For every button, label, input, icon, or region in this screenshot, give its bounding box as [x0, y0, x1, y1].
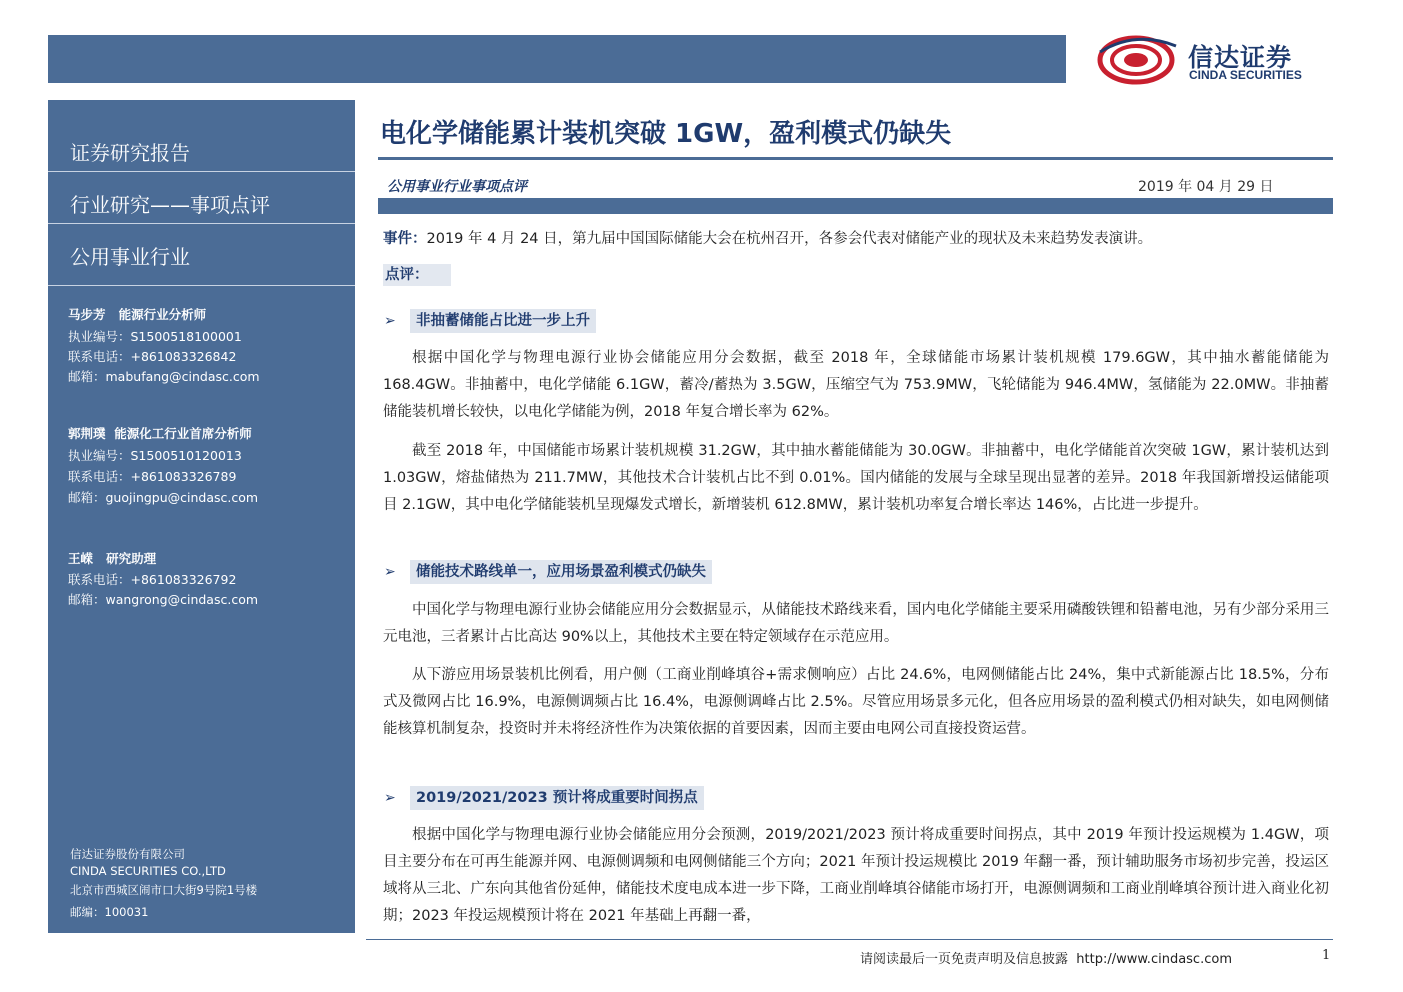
analyst-2-name: 郭荆璞 能源化工行业首席分析师 [68, 426, 252, 441]
footer-divider [366, 939, 1333, 940]
arrow-bullet-icon: ➢ [384, 790, 396, 806]
brand-name-cn: 信达证券 [1188, 43, 1293, 72]
analyst-2-license: 执业编号：S1500510120013 [68, 448, 242, 463]
disclaimer-text: 请阅读最后一页免责声明及信息披露 [860, 952, 1069, 967]
website-link[interactable]: http://www.cindasc.com [1076, 952, 1232, 967]
report-category: 行业研究——事项点评 [70, 193, 270, 217]
footer-disclaimer [860, 948, 1232, 967]
report-subtitle: 公用事业行业事项点评 [387, 179, 527, 195]
comment-label: 点评： [383, 264, 451, 286]
company-name-en: CINDA SECURITIES CO.,LTD [70, 864, 226, 878]
cinda-logo [1096, 32, 1336, 88]
analyst-3-phone: 联系电话：+861083326792 [68, 572, 237, 587]
analyst-1-name: 马步芳 能源行业分析师 [68, 307, 207, 322]
industry-label: 公用事业行业 [70, 245, 190, 269]
analyst-1-license: 执业编号：S1500518100001 [68, 329, 242, 344]
header-bar [48, 35, 1066, 83]
company-name-cn: 信达证券股份有限公司 [70, 847, 185, 861]
report-date: 2019 年 04 月 29 日 [1138, 179, 1274, 195]
company-postcode: 邮编：100031 [70, 905, 149, 919]
event-label: 事件： [383, 231, 427, 247]
arrow-bullet-icon: ➢ [384, 313, 396, 329]
arrow-bullet-icon: ➢ [384, 564, 396, 580]
paragraph: 根据中国化学与物理电源行业协会储能应用分会数据，截至 2018 年，全球储能市场累计装机规模 179.6GW，其中抽水蓄能储能为 168.4GW。非抽蓄中，电化学储能 6.1GW，蓄冷/蓄热为 3.5GW，压缩空气为 753.9MW，飞轮储能为 946.4MW，氢储能为 22.0MW。非抽蓄储能装机增长较快，以电化学储能为例，2018 年复合增长率为 62%。 [383, 350, 1329, 420]
paragraph: 根据中国化学与物理电源行业协会储能应用分会预测，2019/2021/2023 预计将成重要时间拐点，其中 2019 年预计投运规模为 1.4GW，项目主要分布在可再生能源并网、电源侧调频和电网侧储能三个方向；2021 年预计投运规模比 2019 年翻一番，预计辅助服务市场初步完善，投运区域将从三北、广东向其他省份延伸，储能技术度电成本进一步下降，工商业削峰填谷储能市场打开，电源侧调频和工商业削峰填谷预计进入商业化初期；2023 年投运规模预计将在 2021 年基础上再翻一番， [383, 827, 1329, 924]
sidebar-divider [48, 171, 355, 172]
analyst-1-phone: 联系电话：+861083326842 [68, 349, 237, 364]
company-address: 北京市西城区闹市口大街9号院1号楼 [70, 883, 258, 897]
analyst-2-phone: 联系电话：+861083326789 [68, 469, 237, 484]
analyst-1-email[interactable]: 邮箱：mabufang@cindasc.com [68, 369, 260, 384]
section-heading-label: 2019/2021/2023 预计将成重要时间拐点 [410, 786, 704, 810]
header-rule-bar [378, 198, 1333, 214]
paragraph: 截至 2018 年，中国储能市场累计装机规模 31.2GW，其中抽水蓄能储能为 30.0GW。非抽蓄中，电化学储能首次突破 1GW，累计装机达到 1.03GW，熔盐储热为 211.7MW，其他技术合计装机占比不到 0.01%。国内储能的发展与全球呈现出显著的差异。2018 年我国新增投运储能项目 2.1GW，其中电化学储能装机呈现爆发式增长，新增装机 612.8MW，累计装机功率复合增长率达 146%，占比进一步提升。 [383, 443, 1329, 513]
section-heading-label: 储能技术路线单一，应用场景盈利模式仍缺失 [410, 560, 712, 584]
sidebar [48, 100, 355, 933]
title-divider [378, 157, 1333, 160]
event-line [383, 227, 1152, 248]
sidebar-divider [48, 285, 355, 286]
event-text: 2019 年 4 月 24 日，第九届中国国际储能大会在杭州召开，各参会代表对储能产业的现状及未来趋势发表演讲。 [426, 231, 1153, 247]
sidebar-divider [48, 223, 355, 224]
brand-name-en: CINDA SECURITIES [1189, 68, 1302, 82]
report-type: 证券研究报告 [70, 141, 190, 165]
paragraph: 从下游应用场景装机比例看，用户侧（工商业削峰填谷+需求侧响应）占比 24.6%，电网侧储能占比 24%，集中式新能源占比 18.5%，分布式及微网占比 16.9%，电源侧调频占比 16.4%，电源侧调峰占比 2.5%。尽管应用场景多元化，但各应用场景的盈利模式仍相对缺失，如电网侧储能核算机制复杂，投资时并未将经济性作为决策依据的首要因素，因而主要由电网公司直接投资运营。 [383, 667, 1329, 737]
analyst-3-email[interactable]: 邮箱：wangrong@cindasc.com [68, 592, 259, 607]
analyst-2-email[interactable]: 邮箱：guojingpu@cindasc.com [68, 490, 259, 505]
cinda-logo-icon [1096, 32, 1182, 88]
page-title: 电化学储能累计装机突破 1GW，盈利模式仍缺失 [380, 119, 952, 149]
paragraph: 中国化学与物理电源行业协会储能应用分会数据显示，从储能技术路线来看，国内电化学储能主要采用磷酸铁锂和铅蓄电池，另有少部分采用三元电池，三者累计占比高达 90%以上，其他技术主要在特定领域存在示范应用。 [383, 602, 1329, 645]
analyst-3-name: 王嵘 研究助理 [68, 551, 157, 566]
section-heading-label: 非抽蓄储能占比进一步上升 [410, 309, 596, 333]
page-number: 1 [1322, 948, 1331, 963]
